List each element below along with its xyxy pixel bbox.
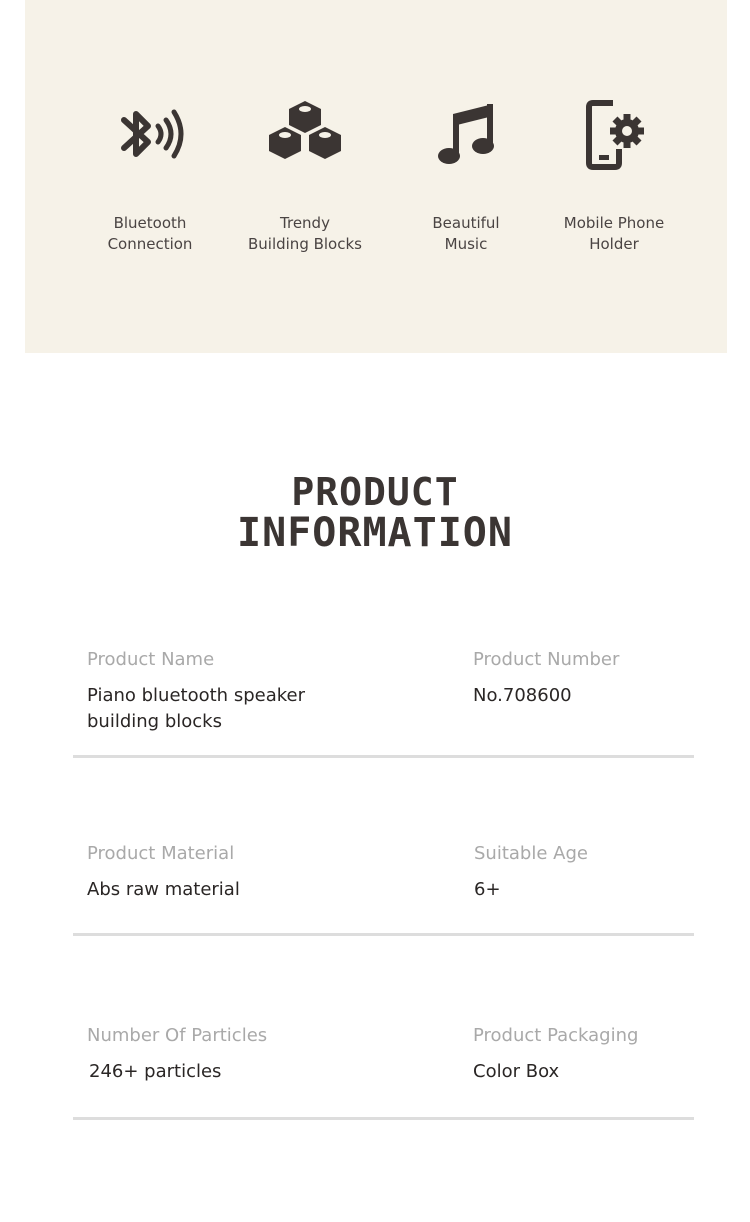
info-value: Abs raw material (87, 879, 240, 900)
feature-bluetooth (70, 95, 230, 255)
info-label: Number Of Particles (87, 1025, 268, 1046)
phone-gear-icon (534, 95, 694, 175)
info-row-1 (73, 648, 694, 758)
bluetooth-sound-icon (70, 95, 230, 175)
info-label: Product Packaging (473, 1025, 639, 1046)
feature-panel (25, 0, 727, 353)
info-value: 246+ particles (89, 1061, 222, 1082)
feature-label: Trendy Building Blocks (247, 214, 362, 253)
feature-music (386, 95, 546, 255)
feature-phone-holder (534, 95, 694, 255)
info-label: Suitable Age (474, 843, 588, 864)
info-label: Product Material (87, 843, 235, 864)
feature-label: Bluetooth Connection (107, 214, 193, 253)
info-product-name (87, 648, 305, 735)
info-product-material (87, 842, 240, 903)
feature-label: Beautiful Music (432, 214, 500, 253)
building-blocks-icon (225, 95, 385, 175)
info-number-of-particles (87, 1024, 267, 1085)
info-product-packaging (473, 1024, 638, 1085)
music-note-icon (386, 95, 546, 175)
info-label: Product Number (473, 649, 620, 670)
info-label: Product Name (87, 649, 215, 670)
info-product-number (473, 648, 619, 709)
section-title-line2: INFORMATION (237, 510, 513, 556)
feature-building-blocks (225, 95, 385, 255)
info-value: Piano bluetooth speaker building blocks (87, 685, 305, 732)
info-value: No.708600 (473, 685, 572, 706)
section-title-line1: PRODUCT (291, 470, 459, 514)
info-row-2 (73, 842, 694, 936)
feature-label: Mobile Phone Holder (563, 214, 665, 253)
info-value: Color Box (473, 1061, 560, 1082)
info-value: 6+ (474, 879, 501, 900)
info-row-3 (73, 1024, 694, 1120)
info-suitable-age (474, 842, 588, 903)
